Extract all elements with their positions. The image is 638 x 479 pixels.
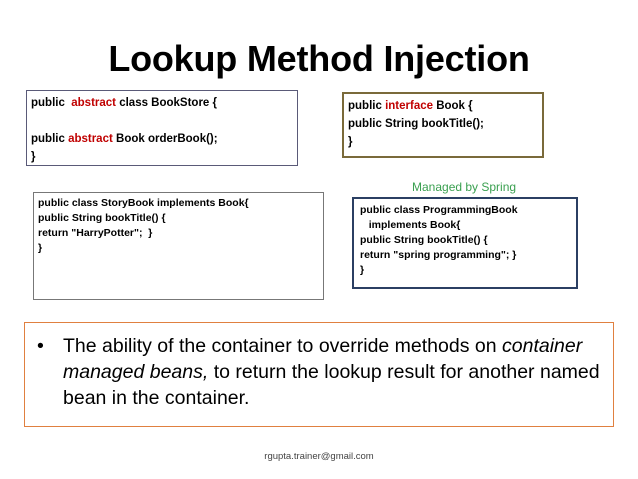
progbook-line-1: public class ProgrammingBook bbox=[360, 204, 518, 216]
slide-title: Lookup Method Injection bbox=[108, 38, 530, 79]
bullet-icon: • bbox=[37, 335, 44, 357]
progbook-line-3: public String bookTitle() { bbox=[360, 234, 488, 246]
progbook-line-2: implements Book{ bbox=[360, 219, 461, 231]
storybook-line-3: return "HarryPotter"; } bbox=[38, 227, 153, 239]
progbook-line-4: return "spring programming"; } bbox=[360, 249, 517, 261]
storybook-line-2: public String bookTitle() { bbox=[38, 212, 166, 224]
progbook-line-5: } bbox=[360, 264, 365, 276]
bookstore-line-3: } bbox=[31, 151, 36, 163]
footer-email: rgupta.trainer@gmail.com bbox=[264, 451, 374, 462]
book-line-1: public interface Book { bbox=[348, 100, 473, 112]
book-line-2: public String bookTitle(); bbox=[348, 118, 484, 130]
programmingbook-code-box bbox=[352, 197, 578, 289]
book-interface-code-box bbox=[342, 92, 544, 158]
storybook-line-4: } bbox=[38, 242, 43, 254]
managed-by-spring-label: Managed by Spring bbox=[412, 180, 517, 194]
bookstore-line-1: public abstract class BookStore { bbox=[31, 97, 217, 109]
book-line-3: } bbox=[348, 136, 353, 148]
storybook-code-box bbox=[33, 192, 324, 300]
bullet-box bbox=[24, 322, 614, 427]
bullet-text: The ability of the container to override methods on container managed beans, to return the lookup result for another named bean in the container. bbox=[63, 335, 600, 409]
storybook-line-1: public class StoryBook implements Book{ bbox=[38, 197, 249, 209]
bookstore-code-box bbox=[26, 90, 298, 166]
bookstore-line-2: public abstract Book orderBook(); bbox=[31, 133, 218, 145]
